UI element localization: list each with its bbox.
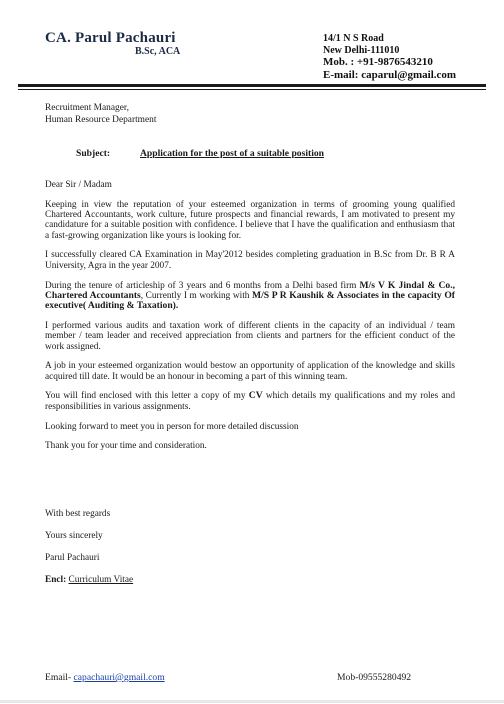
enclosure-value: Curriculum Vitae: [68, 575, 134, 585]
paragraph-intro: Keeping in view the reputation of your esteemed organization in terms of grooming young qualified Chartered Accountants, work culture, future prospects and financial rewards, I am motivated to present my candidature for a suitable position with confidence. I believe that I have the qualification and enthusiasm that a fast-growing organization like yours is looking for.: [45, 199, 455, 241]
enclosure-line: [45, 575, 133, 597]
recipient-block: [45, 103, 156, 126]
enclosure-label: Encl:: [45, 575, 67, 585]
recipient-line-1: Recruitment Manager,: [45, 103, 129, 113]
paragraph-audits: I performed various audits and taxation work of different clients in the capacity of an individual / team member / team leader and received appreciation from clients and partners for the efficient conduct of the work assigned.: [45, 320, 455, 352]
closing-regards: With best regards: [45, 509, 111, 519]
paragraph-enclosure: [45, 391, 455, 412]
footer-email: [45, 672, 165, 683]
divider-thick-line: [18, 84, 486, 87]
recipient-line-2: Human Resource Department: [45, 114, 157, 125]
sender-qualifications: B.Sc, ACA: [135, 46, 181, 57]
page-bottom-edge: [0, 700, 504, 703]
sender-contact-block: [323, 33, 456, 82]
enclosure-text-1: You will find enclosed with this letter a copy of my: [45, 391, 249, 402]
header-divider: [18, 84, 486, 90]
address-line-2: New Delhi-111010: [323, 44, 400, 56]
divider-thin-line: [18, 89, 486, 90]
letter-body: [45, 180, 455, 461]
salutation: Dear Sir / Madam: [45, 180, 112, 190]
articleship-firm: M/s V K Jindal & Co., Chartered Accountants: [45, 279, 456, 301]
footer-email-label: Email-: [45, 672, 74, 683]
subject-line: [76, 148, 324, 159]
current-employer: M/S P R Kaushik & Associates in the capacity Of executive( Auditing & Taxation).: [45, 289, 455, 312]
closing-sincerely: Yours sincerely: [45, 531, 103, 541]
sender-mobile: Mob. : +91-9876543210: [323, 56, 433, 68]
footer-mobile: Mob-09555280492: [337, 672, 412, 683]
paragraph-opportunity: A job in your esteemed organization would bestow an opportunity of application of the knowledge and skills acquired till date. It would be an honour in becoming a part of this winning team.: [45, 361, 455, 382]
paragraph-experience: [45, 281, 455, 312]
closing-block: [45, 509, 133, 597]
enclosure-text-2: which details my qualifications and my roles and responsibilities in various assignments.: [45, 391, 455, 412]
subject-text: Application for the post of a suitable position: [140, 148, 324, 159]
paragraph-thanks: Thank you for your time and consideration.: [45, 441, 207, 452]
paragraph-meeting: Looking forward to meet you in person for more detailed discussion: [45, 421, 299, 432]
footer-email-link[interactable]: capachauri@gmail.com: [73, 672, 165, 683]
signature-name: Parul Pachauri: [45, 553, 100, 563]
sender-name: CA. Parul Pachauri: [45, 30, 176, 46]
experience-text-1: During the tenure of articleship of 3 years and 6 months from a Delhi based firm: [45, 280, 360, 291]
address-line-1: 14/1 N S Road: [323, 33, 384, 44]
cv-mention: CV: [248, 390, 263, 402]
subject-label: Subject:: [76, 148, 111, 159]
experience-text-2: , Currently I m working with: [140, 290, 253, 301]
sender-email: E-mail: caparul@gmail.com: [323, 69, 457, 81]
paragraph-education: I successfully cleared CA Examination in May'2012 besides completing graduation in B.Sc from Dr. B R A University, Agra in the year 2007.: [45, 250, 455, 271]
